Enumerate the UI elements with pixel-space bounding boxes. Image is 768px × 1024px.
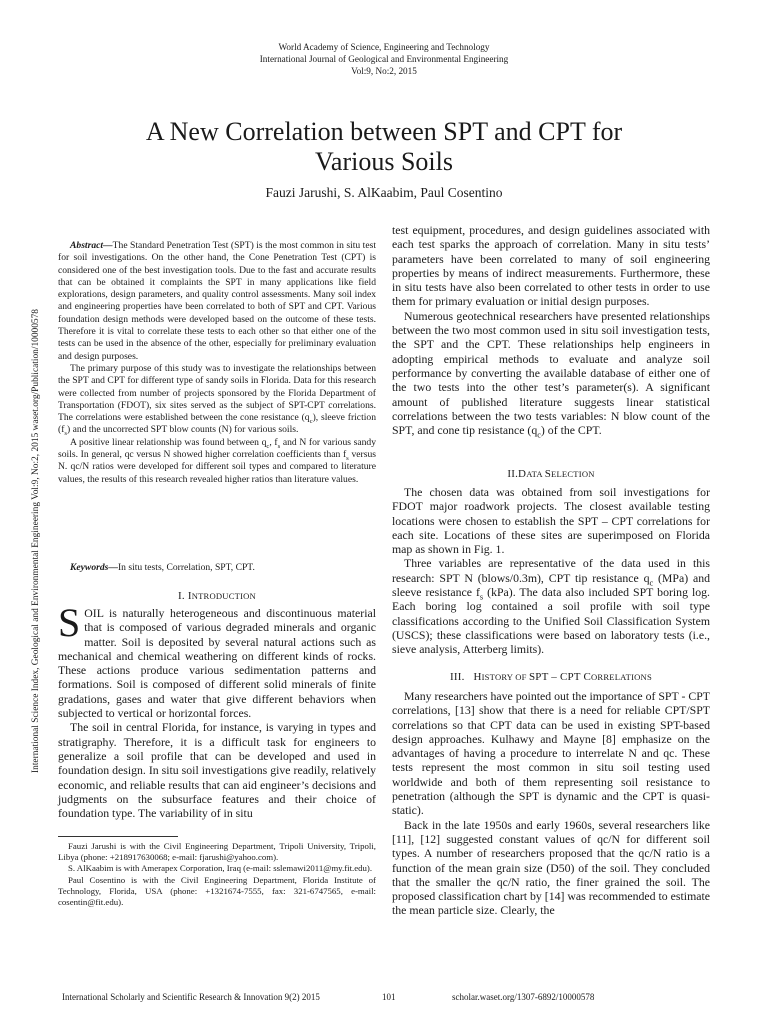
body-text: Numerous geotechnical researchers have presented relationships between the two most common used in situ soil investigation tests, the SPT and the CPT. These relationships help engineers in adopting empirical methods to evaluate and analyze soil performance by converting the available database of either one of the two tests into the other test’s parameter(s). A significant amount of published literature suggests linear statistical correlations between the two tests variables: N blow count of the SPT, and cone tip resistance (q	[392, 308, 710, 438]
body-text: (MPa) and sleeve resistance f	[392, 570, 710, 600]
abstract-text: A positive linear relationship was found between q	[70, 436, 267, 448]
journal-publisher: World Academy of Science, Engineering and Technology	[278, 42, 490, 52]
section-numeral: III.	[450, 671, 465, 683]
abstract-label: Abstract—	[70, 240, 113, 251]
paper-title	[60, 117, 708, 177]
subscript: s	[64, 430, 68, 438]
body-paragraph: The soil in central Florida, for instance, is varying in types and stratigraphy. Therefore, it is a difficult task for engineers to generalize a soil profile that can be developed and used in foundation design. In situ soil investigations give readily, relatively economic, and reliable results that can aid engineer’s decisions and judgments on the subsurface features and their choice of foundation type. The variability of in situ	[58, 720, 376, 821]
paper-title-line1: A New Correlation between SPT and CPT for	[145, 117, 623, 146]
section-heading-rest: ISTORY OF	[481, 672, 529, 682]
subscript: c	[649, 578, 654, 588]
section-heading-rest: ATA	[526, 469, 545, 479]
abstract	[58, 240, 376, 486]
section-heading-rest: ORRELATIONS	[591, 672, 652, 682]
body-text: ) of the CPT.	[540, 423, 602, 438]
section-heading-rest: NTRODUCTION	[191, 591, 256, 601]
section-heading-initial: SPT – CPT C	[528, 671, 592, 683]
subscript: s	[277, 442, 281, 450]
section-heading-initial: D	[518, 468, 527, 480]
continued-introduction	[392, 223, 710, 440]
body-text: Three variables are representative of the data used in this research: SPT N (blows/0.3m), CPT tip resistance q	[392, 556, 710, 585]
section-heading-rest: ELECTION	[551, 469, 595, 479]
body-paragraph	[58, 600, 376, 721]
abstract-text: The Standard Penetration Test (SPT) is the most common in situ test for soil investigations. On the other hand, the Cone Penetration Test (CPT) is considered one of the best investigation tools. Due to the fast and accurate results that can be obtained it complaints the SPT in many applications like field explorations, design parameters, and quality control assessments. Many soil index and engineering properties have been correlated to both of SPT and CPT. Various foundation design methods were developed based on the outcome of these tests. Therefore it is vital to correlate these tests to each other so that either one of the tests can be used in the absence of the other, especially for preliminary evaluation and design purposes.	[58, 240, 376, 362]
section-numeral: I.	[178, 590, 188, 602]
body-text: (kPa). The data also included SPT boring log. Each boring log contained a soil profile with soil type classifications according to the Unified Soil Classification System (USCS); these classifications were based on laboratory tests (i.e., sieve analysis, Atterberg limits).	[392, 585, 710, 657]
subscript: c	[266, 442, 270, 450]
section-heading-initial: I	[187, 590, 192, 602]
footnote: Paul Cosentino is with the Civil Engineering Department, Florida Institute of Technology, Florida, USA (phone: +1321674-7555, fax: 321-6747565, e-mail: cosentin@fit.edu).	[58, 874, 376, 908]
abstract-text: versus N. qc/N ratios were developed for different soil types and compared to literature values, the results of this research revealed higher ratios than literature values.	[58, 449, 376, 485]
footer-url: scholar.waset.org/1307-6892/10000578	[452, 992, 595, 1002]
body-paragraph: The chosen data was obtained from soil investigations for FDOT major roadwork projects. The closest available testing locations were chosen to establish the SPT – CPT correlations for each site. Locations of these sites are superimposed on Florida map as shown in Fig. 1.	[392, 485, 710, 557]
subscript: c	[537, 430, 541, 440]
body-paragraph	[392, 309, 710, 438]
body-paragraph: Many researchers have pointed out the importance of SPT - CPT correlations, [13] show that there is a need for reliable CPT/SPT correlations so that CPT data can be used in existing SPT-based design approaches. Kulhawy and Mayne [8] emphasize on the advantages of having a procedure to interrelate N and qc. These tests represent the most common in situ soil testing used worldwide and both of them representing soil resistance to penetration (although the SPT is dynamic and the CPT is quasi-static).	[392, 689, 710, 818]
section-numeral: II.	[507, 468, 519, 480]
abstract-text: ) and the uncorrected SPT blow counts (N) for various soils.	[67, 424, 299, 436]
abstract-paragraph	[58, 363, 376, 437]
subscript: c	[309, 418, 313, 426]
body-text: OIL is naturally heterogeneous and discontinuous material that is composed of various degraded minerals and organic matter. Soil is deposited by several natural actions such as mechanical and chemical weathering on different kinds of rocks. These actions produce various sedimentation patterns and formations. Soil is composed of different solid minerals of finite gradations, gases and water that give different behaviors when subjected to vertical or horizontal forces.	[58, 606, 376, 721]
section-heading-history	[392, 670, 710, 684]
body-paragraph: Back in the late 1950s and early 1960s, several researchers like [11], [12] suggested constant values of qc/N for different soil types. A number of researchers proposed that the qc/N ratio is a function of the mean grain size (D50) of the soil. They concluded that the smaller the qc/N ratio, the finer grained the soil. The proposed classification chart by [14] was recommended to estimate the mean particle size. Clearly, the	[392, 817, 710, 918]
keywords-text: In situ tests, Correlation, SPT, CPT.	[117, 562, 255, 573]
keywords-label: Keywords—	[70, 562, 118, 573]
abstract-paragraph	[58, 240, 376, 363]
section-heading-initial: H	[473, 671, 482, 683]
subscript: s	[346, 454, 349, 462]
footnote: Fauzi Jarushi is with the Civil Engineering Department, Tripoli University, Tripoli, Libya (phone: +218917630068; e-mail: fjarushi@yahoo.com).	[58, 841, 376, 863]
body-paragraph	[392, 556, 710, 656]
subscript: s	[479, 592, 484, 602]
paper-title-line2: Various Soils	[315, 147, 453, 176]
journal-volume: Vol:9, No:2, 2015	[351, 66, 417, 76]
abstract-text: and N for various sandy soils. In general, qc versus N showed higher correlation coefficients than f	[58, 436, 376, 461]
paper-authors: Fauzi Jarushi, S. AlKaabim, Paul Cosentino	[265, 185, 503, 200]
section-heading-data-selection	[392, 467, 710, 481]
abstract-text: The primary purpose of this study was to investigate the relationships between the SPT and CPT for different type of sandy soils in Florida. Data for this research were collected from number of projects sponsored by the Florida Department of Transportation (FDOT), six sites served as the subject of SPT-CPT correlations. The correlations were established between the cone resistance (q	[58, 362, 376, 424]
data-selection-body	[392, 485, 710, 657]
section-heading-initial: S	[544, 468, 552, 480]
abstract-paragraph	[58, 437, 376, 486]
drop-cap: S	[58, 600, 81, 645]
body-paragraph: test equipment, procedures, and design guidelines associated with each test sparks the approach of correlation. Many in situ tests’ parameters have been correlated to many of soil engineering properties by means of indirect measurements. Furthermore, these in situ tests have also been correlated to other tests in order to use them for primary evaluation or initial design purposes.	[392, 223, 710, 309]
side-stamp: International Science Index, Geological and Environmental Engineering Vol:9, No:2, 2015 waset.org/Publication/10000578	[31, 309, 41, 773]
section-heading-introduction	[58, 589, 376, 603]
footnote: S. AlKaabim is with Amerapex Corporation, Iraq (e-mail: sslemawi2011@my.fit.edu).	[68, 863, 373, 874]
keywords	[58, 562, 376, 574]
footnote-rule	[58, 836, 178, 837]
history-body	[392, 689, 710, 918]
journal-name: International Journal of Geological and Environmental Engineering	[259, 54, 509, 64]
abstract-text: , f	[269, 436, 278, 448]
abstract-text: ), sleeve friction (f	[58, 412, 376, 436]
journal-header	[0, 41, 768, 77]
footnotes	[58, 841, 376, 908]
page-number: 101	[382, 992, 396, 1002]
footer-citation: International Scholarly and Scientific Research & Innovation 9(2) 2015	[62, 992, 320, 1002]
introduction-body	[58, 600, 376, 821]
